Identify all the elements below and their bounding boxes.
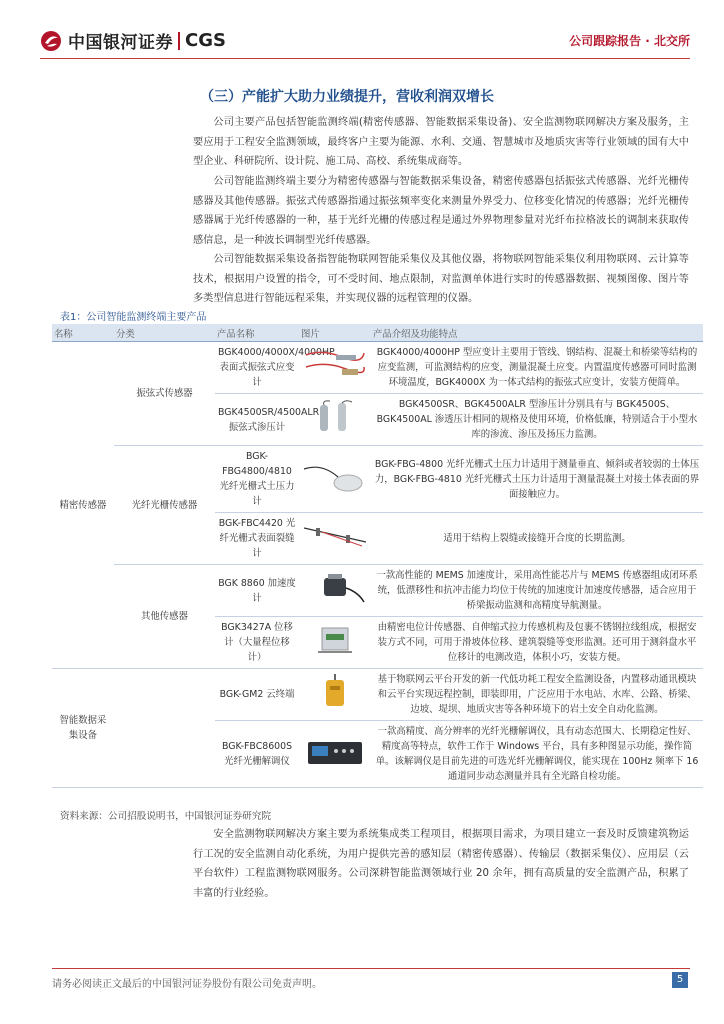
report-type-label: 公司跟踪报告 · 北交所 — [569, 34, 690, 48]
fbg-interrogator-image — [302, 734, 368, 770]
table-header-row — [52, 324, 703, 342]
page-number: 5 — [672, 972, 688, 988]
product-name-cell: BGK-FBC8600S 光纤光栅解调仪 — [215, 721, 299, 788]
product-desc-cell: 一款高精度、高分辨率的光纤光栅解调仪，具有动态范围大、长期稳定性好、精度高等特点，软件工作于 Windows 平台，具有多种图显示功能，操作简单。该解调仪是目前先进的可选光纤光栅解调仪，能实现在 100Hz 频率下 16 通道同步动态测量并具有全光路自检功能。 — [371, 721, 703, 788]
product-image — [299, 513, 371, 565]
header-description: 产品介绍及功能特点 — [371, 324, 703, 342]
product-desc-cell: 适用于结构上裂缝或接缝开合度的长期监测。 — [371, 513, 703, 565]
earth-pressure-cell-image — [302, 459, 368, 495]
header-name: 名称 — [52, 324, 114, 342]
galaxy-logo-icon — [40, 30, 62, 52]
product-name-cell: BGK4500SR/4500ALR 振弦式渗压计 — [215, 394, 299, 446]
footer-divider — [52, 968, 690, 969]
subcategory-cell: 振弦式传感器 — [114, 342, 215, 446]
category-cell: 精密传感器 — [52, 342, 114, 669]
product-name-cell: BGK-FBC4420 光纤光栅式表面裂缝计 — [215, 513, 299, 565]
product-desc-cell: BGK-FBG-4800 光纤光栅式土压力计适用于测量垂直、倾斜或者较弱的土体压力，BGK-FBG-4810 光纤光栅式土压力计适用于测量混凝土对接土体表面的界面接触应力。 — [371, 446, 703, 513]
cloud-terminal-image — [302, 674, 368, 710]
product-desc-cell: BGK4000/4000HP 型应变计主要用于管线、钢结构、混凝土和桥梁等结构的应变监测，可监测结构的应变，测量混凝土应变。内置温度传感器可同时监测环境温度，BGK4000X 为一体式结构的振弦式应变计，安装方便简单。 — [371, 342, 703, 394]
table-source: 资料来源：公司招股说明书，中国银河证券研究院 — [60, 811, 272, 822]
cgs-logo — [40, 28, 226, 53]
product-name-cell: BGK 8860 加速度计 — [215, 565, 299, 617]
header-picture: 图片 — [299, 324, 371, 342]
product-desc-cell: 基于物联网云平台开发的新一代低功耗工程安全监测设备，内置移动通讯模块和云平台实现远程控制，即装即用，广泛应用于水电站、水库、公路、桥梁、边坡、堤坝、地质灾害等各种环境下的岩土安全自动化监测。 — [371, 669, 703, 721]
product-image — [299, 617, 371, 669]
paragraph-4: 安全监测物联网解决方案主要为系统集成类工程项目，根据项目需求，为项目建立一套及时反馈建筑物运行工况的安全监测自动化系统，为用户提供完善的感知层（精密传感器）、传输层（数据采集仪）、应用层（云平台软件）工程监测物联网服务。公司深耕智能监测领域行业 20 余年，拥有高质量的安全监测产品，积累了丰富的行业经验。 — [193, 829, 689, 899]
paragraph-2: 公司智能监测终端主要分为精密传感器与智能数据采集设备，精密传感器包括振弦式传感器、光纤光栅传感器及其他传感器。振弦式传感器指通过振弦频率变化来测量外界受力、位移变化情况的传感器；光纤光栅传感器属于光纤传感器的一种，基于光纤光栅的传感过程是通过外界物理参量对光纤布拉格波长的调制来获取传感信息，是一种波长调制型光纤传感器。 — [193, 176, 689, 246]
logo-chinese-text: 中国银河证券 — [68, 33, 173, 53]
product-image — [299, 669, 371, 721]
header-product: 产品名称 — [215, 324, 299, 342]
table-row — [52, 565, 703, 617]
product-name-cell: BGK4000/4000X/4000HP 表面式振弦式应变计 — [215, 342, 299, 394]
product-image — [299, 394, 371, 446]
subcategory-cell: 光纤光栅传感器 — [114, 446, 215, 565]
header-divider — [40, 58, 690, 59]
table-row — [52, 446, 703, 513]
product-desc-cell: BGK4500SR、BGK4500ALR 型渗压计分别具有与 BGK4500S、BGK4500AL 渗透压计相同的规格及使用环境，价格低廉，特别适合于小型水库的渗流、渗压及扬压力监测。 — [371, 394, 703, 446]
paragraph-1: 公司主要产品包括智能监测终端(精密传感器、智能数据采集设备)、安全监测物联网解决方案及服务，主要应用于工程安全监测领域，最终客户主要为能源、水利、交通、智慧城市及地质灾害等行业领域的国有大中型企业、科研院所、设计院、施工局、高校、系统集成商等。 — [193, 117, 689, 168]
section-title: （三）产能扩大助力业绩提升，营收利润双增长 — [200, 89, 494, 105]
subcategory-cell: 其他传感器 — [114, 565, 215, 669]
logo-separator — [178, 32, 180, 50]
page-header — [0, 0, 724, 66]
accelerometer-image — [302, 570, 368, 606]
piezometer-image — [302, 399, 368, 435]
crack-meter-image — [302, 518, 368, 554]
table-row — [52, 342, 703, 394]
table-row — [52, 669, 703, 721]
subcategory-cell-empty — [114, 669, 215, 788]
table-caption: 表1：公司智能监测终端主要产品 — [60, 312, 207, 323]
header-category: 分类 — [114, 324, 215, 342]
displacement-meter-image — [302, 622, 368, 658]
product-image — [299, 342, 371, 394]
product-desc-cell: 由精密电位计传感器、自伸缩式拉力传感机构及包裹不锈钢拉线组成，根据安装方式不同，可用于滑坡体位移、建筑裂缝等变形监测。还可用于测斜盘水平位移计的电测改造，体积小巧，安装方便。 — [371, 617, 703, 669]
product-image — [299, 721, 371, 788]
category-cell: 智能数据采集设备 — [52, 669, 114, 788]
product-desc-cell: 一款高性能的 MEMS 加速度计，采用高性能芯片与 MEMS 传感器组成闭环系统，低漂移性和抗冲击能力均位于传统的加速度计加速度传感器，适合应用于桥梁振动监测和高精度导航测量。 — [371, 565, 703, 617]
product-image — [299, 446, 371, 513]
product-image — [299, 565, 371, 617]
product-name-cell: BGK-GM2 云终端 — [215, 669, 299, 721]
product-name-cell: BGK-FBG4800/4810 光纤光栅式土压力计 — [215, 446, 299, 513]
product-table — [52, 324, 703, 788]
strain-gauge-image — [302, 347, 368, 383]
paragraph-3: 公司智能数据采集设备指智能物联网智能采集仪及其他仪器，将物联网智能采集仪利用物联网、云计算等技术，根据用户设置的指令，可不受时间、地点限制，对监测单体进行实时的传感器数据、视频图像、图片等多类型信息进行智能远程采集，并实现仪器的远程管理的仪器。 — [193, 254, 689, 305]
product-name-cell: BGK3427A 位移计（大量程位移计） — [215, 617, 299, 669]
footer-disclaimer: 请务必阅读正文最后的中国银河证券股份有限公司免责声明。 — [52, 979, 322, 990]
logo-english-text: CGS — [185, 30, 226, 51]
